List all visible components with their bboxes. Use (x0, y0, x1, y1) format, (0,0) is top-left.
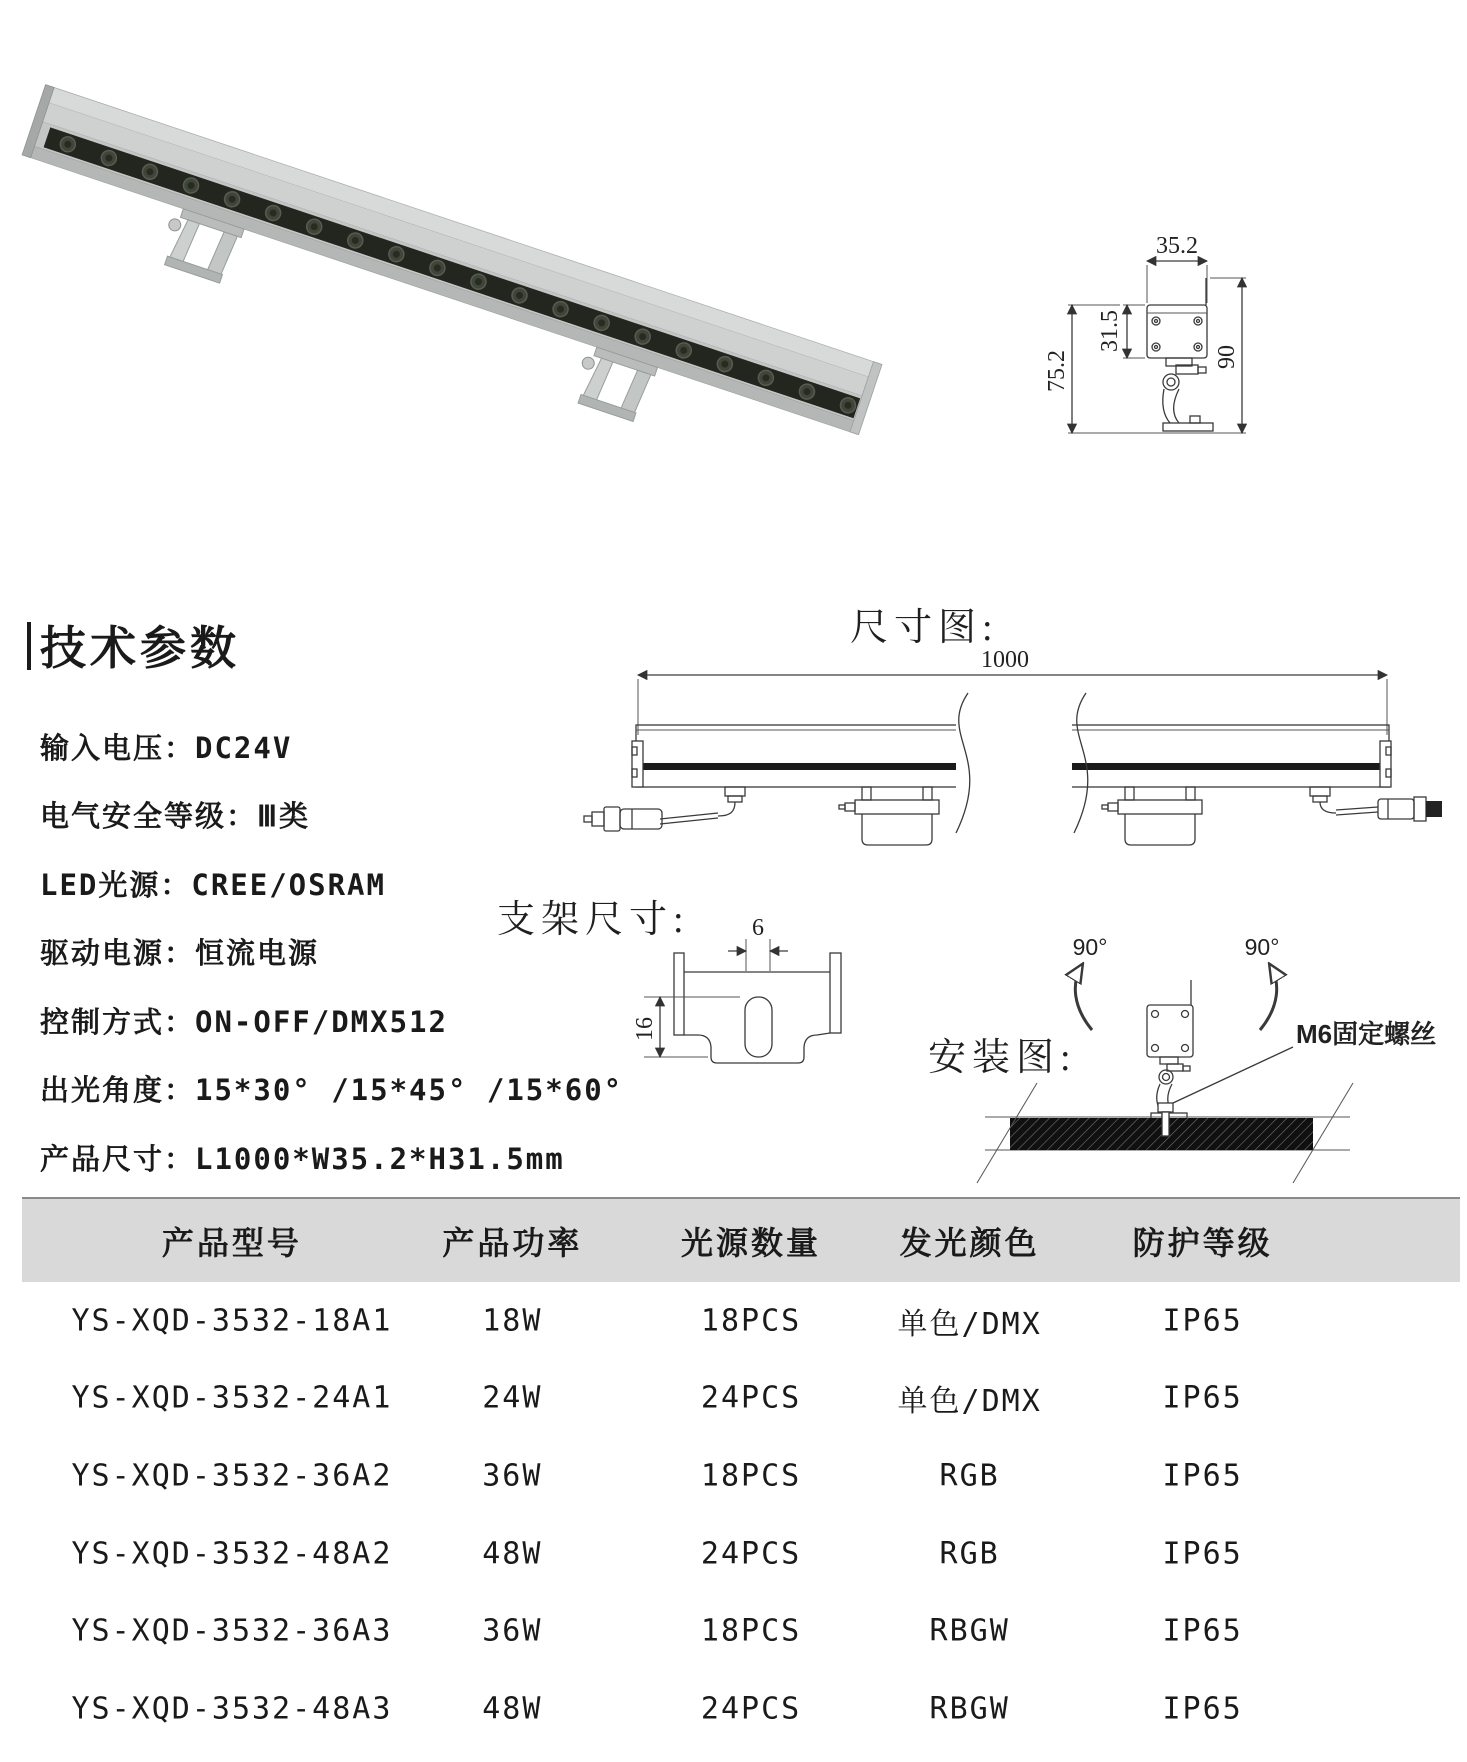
spec-item: 产品尺寸：L1000*W35.2*H31.5mm (40, 1141, 565, 1176)
spec-item: 出光角度：15*30° /15*45° /15*60° (40, 1073, 624, 1108)
table-row (22, 1282, 1460, 1360)
table-cell: YS-XQD-3532-24A1 (71, 1380, 393, 1416)
table-cell: RGB (939, 1536, 1000, 1572)
table-cell: 24PCS (700, 1691, 802, 1727)
cable-connector-left (584, 787, 745, 831)
dim-31-5: 31.5 (1097, 310, 1123, 352)
table-cell: IP65 (1162, 1613, 1243, 1649)
table-cell: YS-XQD-3532-48A3 (71, 1691, 393, 1727)
spec-item: LED光源：CREE/OSRAM (40, 867, 386, 902)
angle-label-left: 90° (1072, 934, 1108, 960)
dim-16: 16 (632, 1017, 658, 1041)
table-cell: 24W (482, 1380, 543, 1416)
column-header: 产品功率 (442, 1224, 583, 1261)
column-header: 光源数量 (681, 1224, 822, 1261)
table-cell: 单色/DMX (897, 1306, 1042, 1342)
table-cell: IP65 (1162, 1458, 1243, 1494)
table-cell: RGB (939, 1458, 1000, 1494)
table-row (22, 1515, 1460, 1593)
table-cell: YS-XQD-3532-48A2 (71, 1536, 393, 1572)
dim-35-2: 35.2 (1156, 233, 1198, 259)
spec-table-body (22, 1282, 1460, 1748)
table-cell: 18PCS (700, 1613, 802, 1649)
spec-table-header (22, 1199, 1460, 1282)
tech-params-title: 技术参数 (40, 622, 240, 674)
fixture-end-view (1147, 980, 1193, 1119)
cable-connector-right (1310, 787, 1442, 821)
dim-75-2: 75.2 (1044, 350, 1070, 392)
table-cell: 36W (482, 1613, 543, 1649)
angle-label-right: 90° (1244, 934, 1280, 960)
table-cell: YS-XQD-3532-18A1 (71, 1303, 393, 1339)
installation-drawing-label: 安装图: (928, 1037, 1077, 1079)
table-row (22, 1670, 1460, 1748)
screw-note: M6固定螺丝 (1296, 1019, 1437, 1049)
table-row (22, 1437, 1460, 1515)
table-cell: 48W (482, 1536, 543, 1572)
table-cell: 48W (482, 1691, 543, 1727)
dim-90: 90 (1214, 345, 1240, 369)
bracket-side-view (1102, 787, 1202, 845)
swing-arrow-right (1260, 965, 1277, 1030)
end-view-dimension-drawing (1020, 195, 1270, 440)
table-row (22, 1592, 1460, 1670)
spec-item: 控制方式：ON-OFF/DMX512 (40, 1004, 448, 1039)
margin-tick (27, 622, 31, 670)
product-photo-led-bar (20, 25, 900, 435)
table-cell: RBGW (929, 1691, 1010, 1727)
bracket-drawing-label: 支架尺寸: (497, 899, 690, 941)
table-cell: IP65 (1162, 1691, 1243, 1727)
table-cell: IP65 (1162, 1536, 1243, 1572)
spec-item: 电气安全等级：Ⅲ类 (40, 799, 310, 834)
table-cell: IP65 (1162, 1380, 1243, 1416)
dim-1000: 1000 (981, 647, 1029, 673)
table-cell: YS-XQD-3532-36A3 (71, 1613, 393, 1649)
spec-table (22, 1197, 1460, 1748)
swing-arrow-left (1075, 965, 1092, 1030)
table-cell: 24PCS (700, 1536, 802, 1572)
m6-screw (1158, 1103, 1173, 1112)
table-cell: 24PCS (700, 1380, 802, 1416)
length-dimension-drawing (520, 585, 1467, 860)
column-header: 防护等级 (1132, 1224, 1273, 1261)
installation-drawing (955, 925, 1467, 1190)
table-cell: 36W (482, 1458, 543, 1494)
table-cell: IP65 (1162, 1303, 1243, 1339)
led-channel (44, 127, 861, 418)
table-cell: 18PCS (700, 1458, 802, 1494)
column-header: 产品型号 (161, 1224, 302, 1261)
dimension-drawing-label: 尺寸图: (850, 607, 999, 649)
table-cell: 单色/DMX (897, 1384, 1042, 1420)
bracket-side-view (839, 787, 939, 845)
bracket-dimension-drawing (600, 895, 870, 1085)
dim-6: 6 (752, 915, 764, 941)
table-cell: 18W (482, 1303, 543, 1339)
table-cell: YS-XQD-3532-36A2 (71, 1458, 393, 1494)
table-cell: RBGW (929, 1613, 1010, 1649)
spec-item: 输入电压：DC24V (40, 730, 293, 765)
table-cell: 18PCS (700, 1303, 802, 1339)
table-row (22, 1360, 1460, 1438)
column-header: 发光颜色 (899, 1224, 1040, 1261)
spec-item: 驱动电源：恒流电源 (40, 936, 320, 971)
